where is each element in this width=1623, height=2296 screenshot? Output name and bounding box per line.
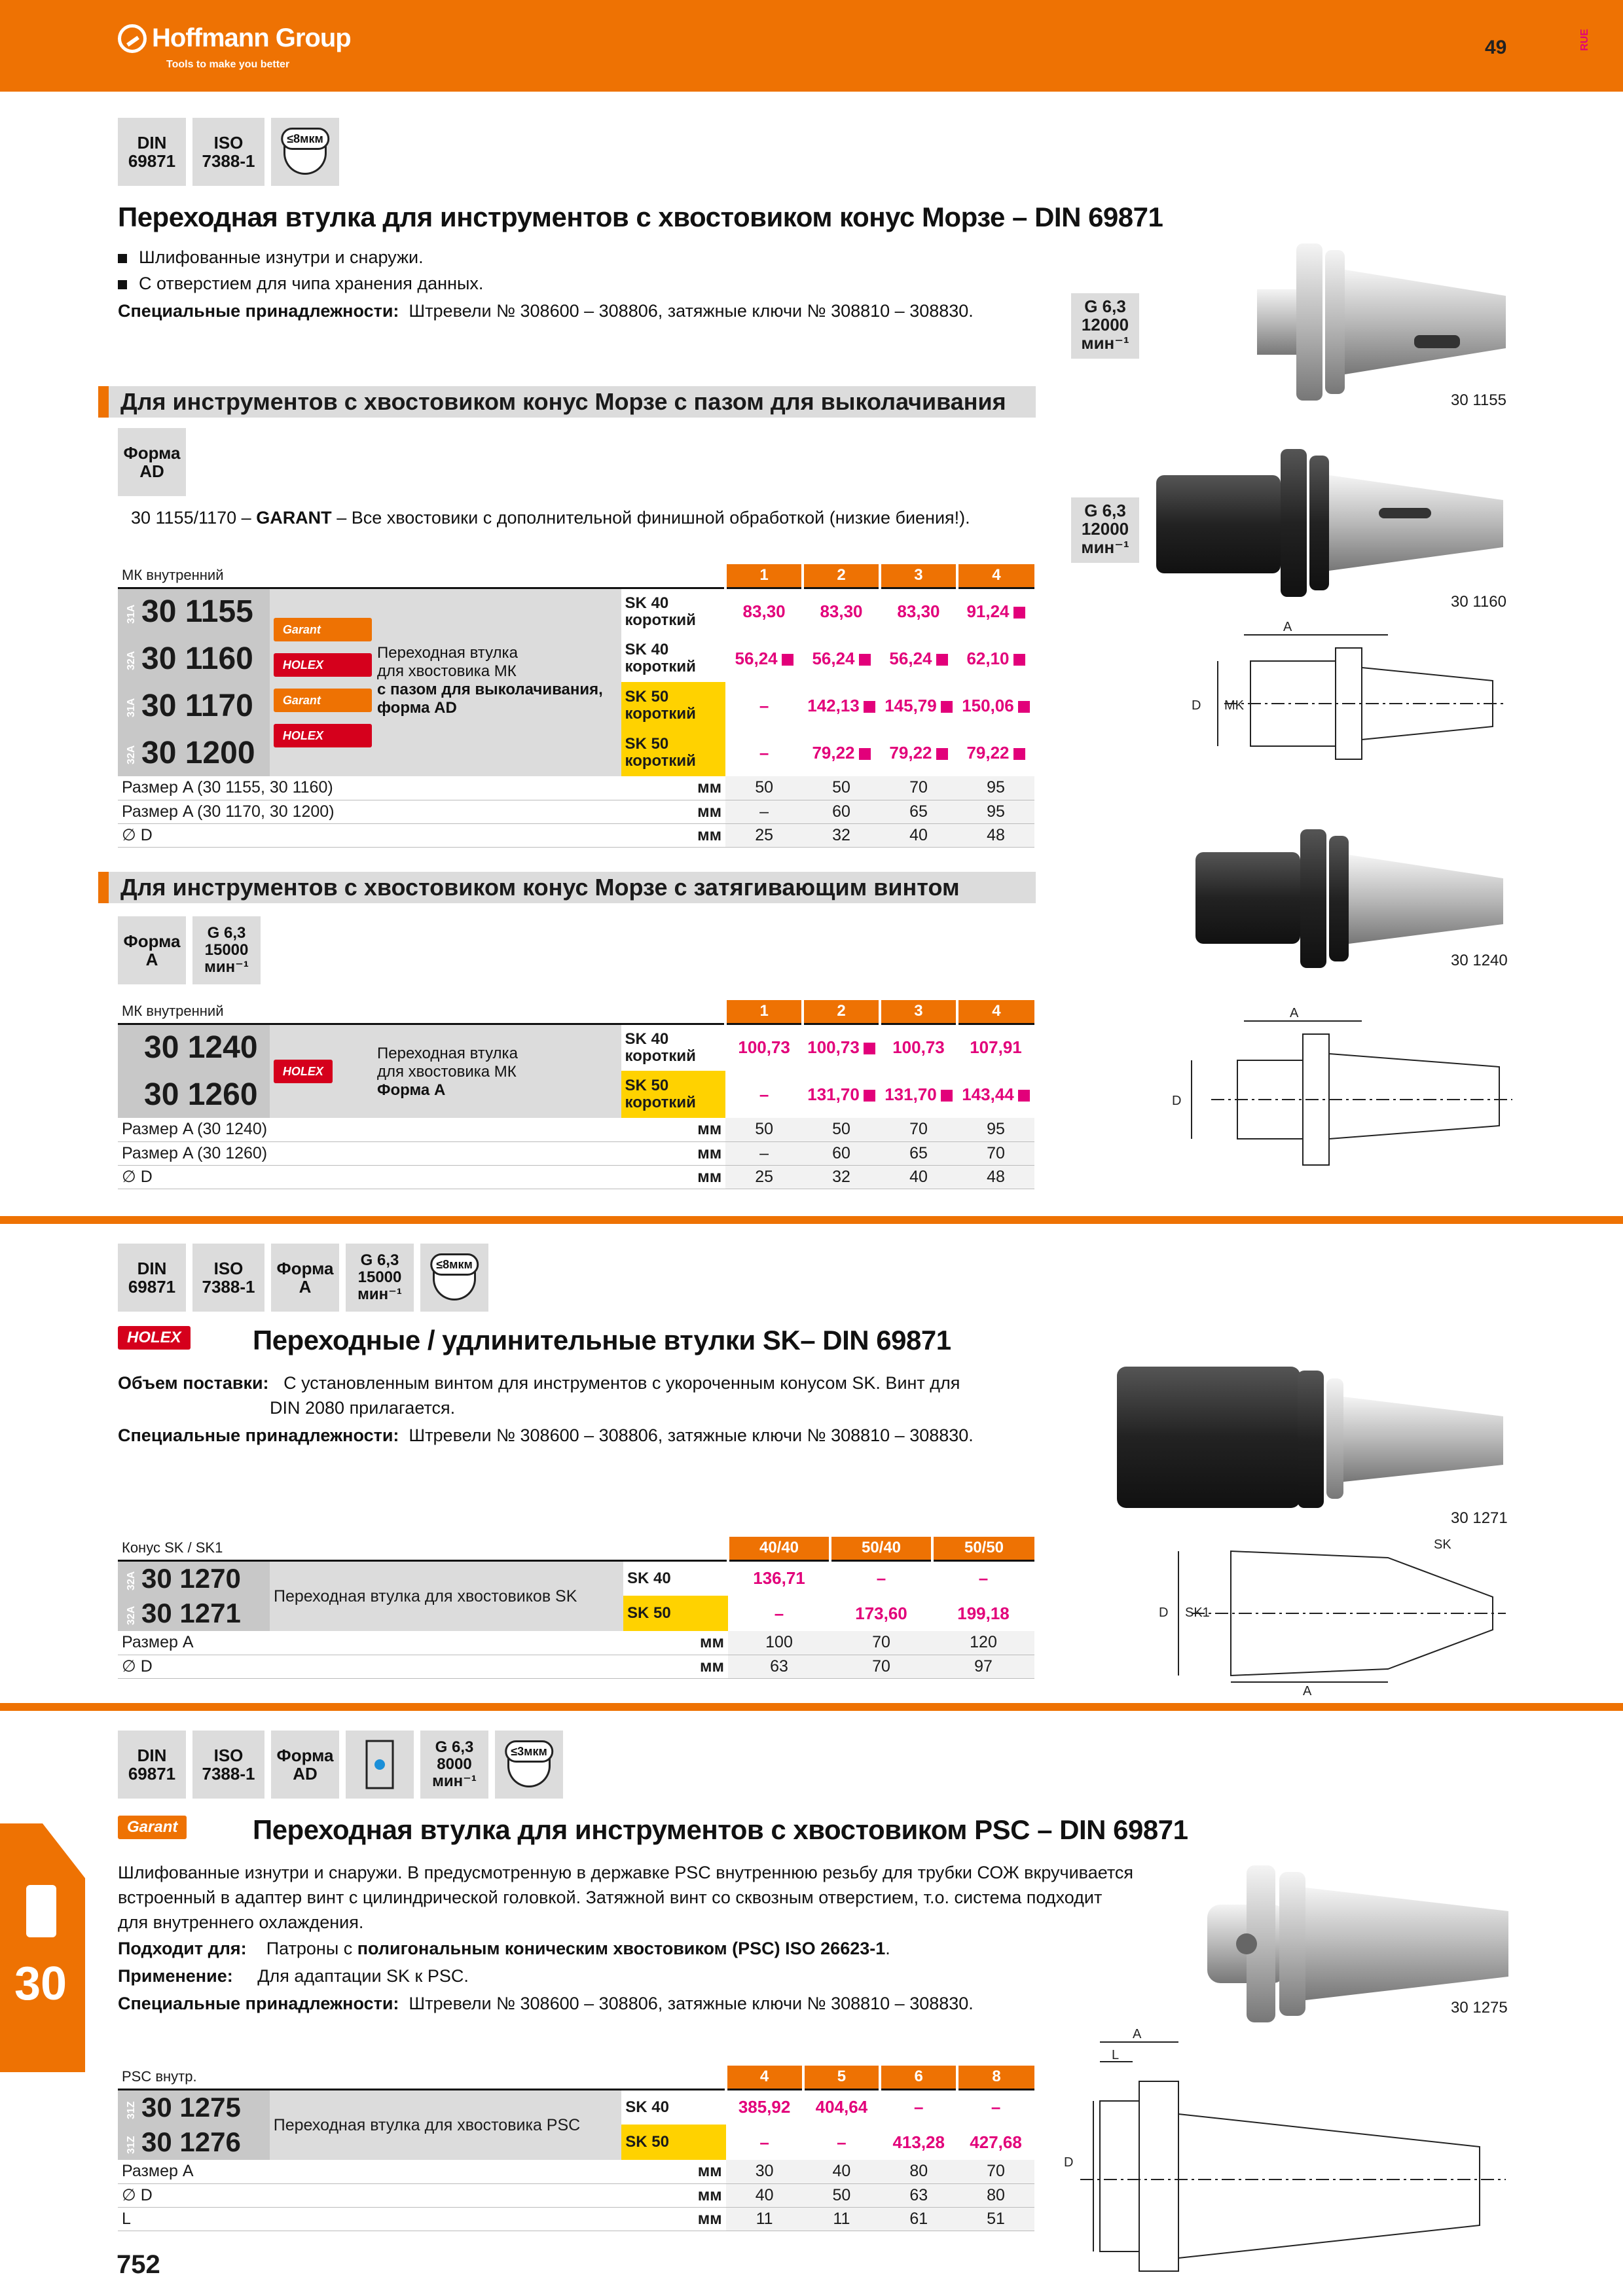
dimension-row: L мм 11 11 61 51 [118, 2207, 1034, 2231]
holex-logo: HOLEX [274, 653, 372, 677]
sk-type: SK 50 [623, 1596, 728, 1631]
forma-badge: Форма AD [271, 1731, 339, 1799]
din-badge: DIN 69871 [118, 1731, 186, 1799]
caption-301160: 30 1160 [1451, 593, 1506, 611]
din-badge: DIN 69871 [118, 1244, 186, 1312]
dimension-row: Размер A мм 100 70 120 [118, 1631, 1034, 1655]
sub2-bar: Для инструментов с хвостовиком конус Морзе с затягивающим винтом [98, 872, 1036, 903]
garant-brand-logo: Garant [118, 1816, 187, 1839]
sk-type: SK 40 [621, 2089, 725, 2125]
bullet-2: С отверстием для чипа хранения данных. [118, 274, 483, 294]
price-cell[interactable]: 107,91 [970, 1037, 1022, 1058]
sk-type: SK 40 короткий [621, 1024, 726, 1071]
sk-type: SK 50 [621, 2125, 725, 2160]
article-number[interactable]: 32A 30 1271 [118, 1596, 270, 1631]
drawing-301275 [1061, 2029, 1532, 2284]
dim-a-label: A [1283, 622, 1292, 634]
svg-text:D: D [1192, 698, 1201, 713]
balance-badge: G 6,3 8000 мин⁻¹ [420, 1731, 488, 1799]
bullet-icon [118, 280, 127, 289]
svg-text:SK1: SK1 [1185, 1605, 1210, 1620]
price-cell[interactable]: 131,70 [880, 1071, 957, 1118]
runout-badge [271, 118, 339, 186]
table-header-row: PSC внутр. 4 5 6 8 [118, 2066, 1034, 2089]
sk-type: SK 40 [623, 1560, 728, 1596]
product-image-301240 [1195, 826, 1510, 971]
page-number-top: 49 [1485, 37, 1507, 58]
holex-brand-logo: HOLEX [118, 1326, 191, 1350]
article-number[interactable]: 32A 30 1270 [118, 1560, 270, 1596]
promo-icon [859, 748, 871, 760]
sub1-desc-text: Переходная втулка для хвостовика МК с пазом для выколачивания, форма AD [377, 644, 603, 717]
sub2-desc-text: Переходная втулка для хвостовика МК Форма A [377, 1045, 518, 1099]
product-image-301155 [1244, 237, 1519, 408]
dimension-row: Размер A мм 30 40 80 70 [118, 2160, 1034, 2183]
svg-text:D: D [1172, 1094, 1182, 1108]
table-header-row: Конус SK / SK1 40/40 50/40 50/50 [118, 1537, 1034, 1560]
accessories-line-1: Специальные принадлежности: Штревели № 308600 – 308806, затяжные ключи № 308810 – 308830. [118, 301, 974, 321]
dim-a-label: A [1133, 2029, 1142, 2041]
svg-text:L: L [1112, 2048, 1120, 2062]
price-cell[interactable]: – [876, 1568, 886, 1588]
price-cell[interactable]: 91,24 [957, 588, 1034, 635]
caption-301271: 30 1271 [1451, 1509, 1508, 1527]
price-cell[interactable]: 79,22 [880, 729, 957, 776]
price-cell[interactable]: – [978, 1568, 989, 1588]
product-image-301160 [1156, 442, 1510, 603]
price-cell[interactable]: 427,68 [970, 2132, 1022, 2152]
promo-icon [864, 1043, 875, 1054]
balance-badge-2: G 6,3 12000 мин⁻¹ [1071, 497, 1139, 563]
svg-text:D: D [1064, 2155, 1074, 2170]
article-number[interactable]: 30 1260 [118, 1071, 270, 1118]
promo-icon [1013, 607, 1025, 619]
article-number[interactable]: 31Z 30 1276 [118, 2125, 270, 2160]
table-row [118, 1560, 1034, 1596]
price-cell[interactable]: – [991, 2097, 1001, 2117]
promo-icon [864, 701, 875, 713]
logo-tagline: Tools to make you better [166, 59, 290, 70]
price-cell[interactable]: 145,79 [880, 682, 957, 729]
sk-type: SK 40 короткий [621, 635, 726, 682]
iso-badge: ISO 7388-1 [192, 1731, 264, 1799]
price-cell[interactable]: 173,60 [855, 1603, 907, 1623]
chapter-number: 30 [14, 1958, 67, 2010]
hoffmann-logo[interactable]: Hoffmann Group Tools to make you better [118, 24, 351, 53]
price-cell[interactable]: 100,73 [892, 1037, 945, 1058]
coolant-badge [346, 1731, 414, 1799]
dim-a-label: A [1303, 1684, 1312, 1695]
table-sub2 [118, 1000, 1034, 1189]
article-number[interactable]: 31A 30 1170 [118, 682, 270, 729]
runout-badge [495, 1731, 563, 1799]
section-divider-2 [0, 1703, 1623, 1711]
garant-logo: Garant [274, 618, 372, 641]
drawing-301271 [1152, 1538, 1519, 1695]
section3-title: Переходная втулка для инструментов с хвостовиком PSC – DIN 69871 [253, 1814, 1188, 1845]
section-divider-1 [0, 1216, 1623, 1224]
price-cell[interactable]: 56,24 [725, 635, 803, 682]
hoffmann-logo-icon [118, 24, 147, 53]
price-cell[interactable]: 62,10 [957, 635, 1034, 682]
dimension-row: Размер A (30 1170, 30 1200) мм – 60 65 95 [118, 800, 1034, 823]
sk-type: SK 40 короткий [621, 588, 726, 635]
balance-badge-3: G 6,3 15000 мин⁻¹ [192, 916, 261, 984]
fits-line: Подходит для: Патроны с полигональным коническим хвостовиком (PSC) ISO 26623-1. [118, 1939, 890, 1958]
use-line: Применение: Для адаптации SK к PSC. [118, 1966, 469, 1986]
promo-icon [1013, 654, 1025, 666]
price-cell[interactable]: 385,92 [738, 2097, 791, 2117]
price-cell[interactable]: 83,30 [820, 601, 863, 622]
promo-icon [941, 701, 953, 713]
section1-title: Переходная втулка для инструментов с хвостовиком конус Морзе – DIN 69871 [118, 202, 1163, 232]
product-image-301271 [1117, 1360, 1510, 1517]
table-row [118, 2089, 1034, 2125]
sk-type: SK 50 короткий [621, 682, 726, 729]
article-number[interactable]: 31A 30 1155 [118, 588, 270, 635]
promo-icon [936, 748, 948, 760]
price-cell[interactable]: 413,28 [892, 2132, 945, 2152]
section2-title: Переходные / удлинительные втулки SK– DIN 69871 [253, 1325, 951, 1355]
price-cell[interactable]: 199,18 [957, 1603, 1010, 1623]
price-cell[interactable]: – [837, 2132, 847, 2152]
runout-icon: ≤8мкм [433, 1268, 476, 1300]
table-header-row: МК внутренний 1 2 3 4 [118, 1000, 1034, 1024]
section3-description: Шлифованные изнутри и снаружи. В предусмотренную в державке PSC внутреннюю резьбу для трубки СОЖ вкручивается встроенный в адаптер винт с цилиндрической головкой. Затяжной винт со сквозным отверстием, т.о. система подходит для внутреннего охлаждения. [118, 1863, 1134, 1932]
price-cell[interactable]: 100,73 [738, 1037, 790, 1058]
table-row [118, 1024, 1034, 1071]
holex-logo: HOLEX [274, 724, 372, 747]
bullet-icon [118, 254, 127, 263]
price-cell[interactable]: – [759, 742, 769, 762]
promo-icon [1018, 701, 1030, 713]
dimension-row: Размер A (30 1155, 30 1160) мм 50 50 70 95 [118, 776, 1034, 800]
price-cell[interactable]: – [913, 2097, 924, 2117]
dimension-row: ∅ D мм 63 70 97 [118, 1655, 1034, 1678]
price-cell[interactable]: – [759, 695, 769, 715]
accessories-line-2: Специальные принадлежности: Штревели № 308600 – 308806, затяжные ключи № 308810 – 308830. [118, 1426, 974, 1445]
price-cell[interactable]: – [774, 1603, 784, 1623]
dimension-row: Размер A (30 1240) мм 50 50 70 95 [118, 1118, 1034, 1141]
price-cell[interactable]: 79,22 [803, 729, 880, 776]
svg-text:MK: MK [1224, 698, 1244, 713]
caption-301240: 30 1240 [1451, 952, 1508, 969]
svg-text:SK: SK [1434, 1538, 1451, 1552]
page-number-bottom: 752 [117, 2250, 160, 2279]
price-cell[interactable]: 100,73 [803, 1024, 880, 1071]
table-row [118, 588, 1034, 635]
article-number[interactable]: 31Z 30 1275 [118, 2089, 270, 2125]
article-number[interactable]: 30 1240 [118, 1024, 270, 1071]
table-section2 [118, 1537, 1034, 1679]
iso-badge: ISO 7388-1 [192, 118, 264, 186]
promo-icon [864, 1090, 875, 1102]
product-description: Переходная втулка для хвостовиков SK [270, 1560, 623, 1631]
chapter-tab[interactable] [0, 1823, 85, 2072]
language-code: RUE [1578, 29, 1590, 51]
balance-badge: G 6,3 15000 мин⁻¹ [346, 1244, 414, 1312]
promo-icon [936, 654, 948, 666]
article-number[interactable]: 32A 30 1160 [118, 635, 270, 682]
price-cell[interactable]: 150,06 [957, 682, 1034, 729]
garant-logo: Garant [274, 689, 372, 712]
price-cell[interactable]: 56,24 [880, 635, 957, 682]
price-cell[interactable]: 56,24 [803, 635, 880, 682]
coolant-icon [360, 1738, 399, 1791]
price-cell[interactable]: – [759, 2132, 769, 2152]
product-description: Переходная втулка для хвостовика PSC [270, 2089, 621, 2160]
drawing-301160 [1185, 622, 1525, 785]
table-section3 [118, 2066, 1034, 2231]
runout-icon: ≤8мкм [283, 142, 327, 175]
promo-icon [941, 1090, 953, 1102]
price-cell[interactable]: 143,44 [957, 1071, 1034, 1118]
caption-301275: 30 1275 [1451, 1999, 1508, 2017]
balance-badge-1: G 6,3 12000 мин⁻¹ [1071, 293, 1139, 359]
scope-line-2: DIN 2080 прилагается. [270, 1398, 456, 1418]
price-cell[interactable]: 83,30 [897, 601, 940, 622]
price-cell[interactable]: 83,30 [742, 601, 786, 622]
sk-type: SK 50 короткий [621, 729, 726, 776]
scope-line-1: Объем поставки: С установленным винтом для инструментов с укороченным конусом SK. Винт для [118, 1373, 960, 1393]
runout-badge [420, 1244, 488, 1312]
price-cell[interactable]: 136,71 [753, 1568, 805, 1588]
sk-type: SK 50 короткий [621, 1071, 726, 1118]
dimension-row: ∅ D мм 25 32 40 48 [118, 1165, 1034, 1189]
price-cell[interactable]: – [759, 1084, 769, 1104]
promo-icon [1013, 748, 1025, 760]
promo-icon [782, 654, 793, 666]
holex-logo: HOLEX [274, 1060, 333, 1083]
promo-icon [1018, 1090, 1030, 1102]
price-cell[interactable]: 142,13 [803, 682, 880, 729]
garant-note: 30 1155/1170 – GARANT – Все хвостовики с дополнительной финишной обработкой (низкие биения!). [131, 508, 970, 528]
svg-text:D: D [1159, 1605, 1169, 1620]
article-number[interactable]: 32A 30 1200 [118, 729, 270, 776]
price-cell[interactable]: 131,70 [803, 1071, 880, 1118]
promo-icon [859, 654, 871, 666]
table-label: МК внутренний [118, 564, 725, 588]
price-cell[interactable]: 79,22 [957, 729, 1034, 776]
forma-ad-badge: Форма AD [118, 428, 186, 496]
caption-301155: 30 1155 [1451, 391, 1506, 409]
din-badge: DIN 69871 [118, 118, 186, 186]
dimension-row: ∅ D мм 25 32 40 48 [118, 823, 1034, 847]
dimension-row: ∅ D мм 40 50 63 80 [118, 2183, 1034, 2207]
bullet-1: Шлифованные изнутри и снаружи. [118, 247, 424, 268]
forma-badge: Форма A [271, 1244, 339, 1312]
sub1-bar: Для инструментов с хвостовиком конус Морзе с пазом для выколачивания [98, 386, 1036, 418]
forma-a-badge: Форма A [118, 916, 186, 984]
chapter-tool-icon [26, 1885, 56, 1937]
iso-badge: ISO 7388-1 [192, 1244, 264, 1312]
drawing-301240 [1172, 1008, 1525, 1185]
price-cell[interactable]: 404,64 [815, 2097, 868, 2117]
dim-a-label: A [1290, 1008, 1299, 1020]
table-header-row: МК внутренний 1 2 3 4 [118, 564, 1034, 588]
runout-icon: ≤3мкм [507, 1755, 551, 1787]
dimension-row: Размер A (30 1260) мм – 60 65 70 [118, 1141, 1034, 1165]
accessories-line-3: Специальные принадлежности: Штревели № 308600 – 308806, затяжные ключи № 308810 – 308830. [118, 1994, 974, 2013]
